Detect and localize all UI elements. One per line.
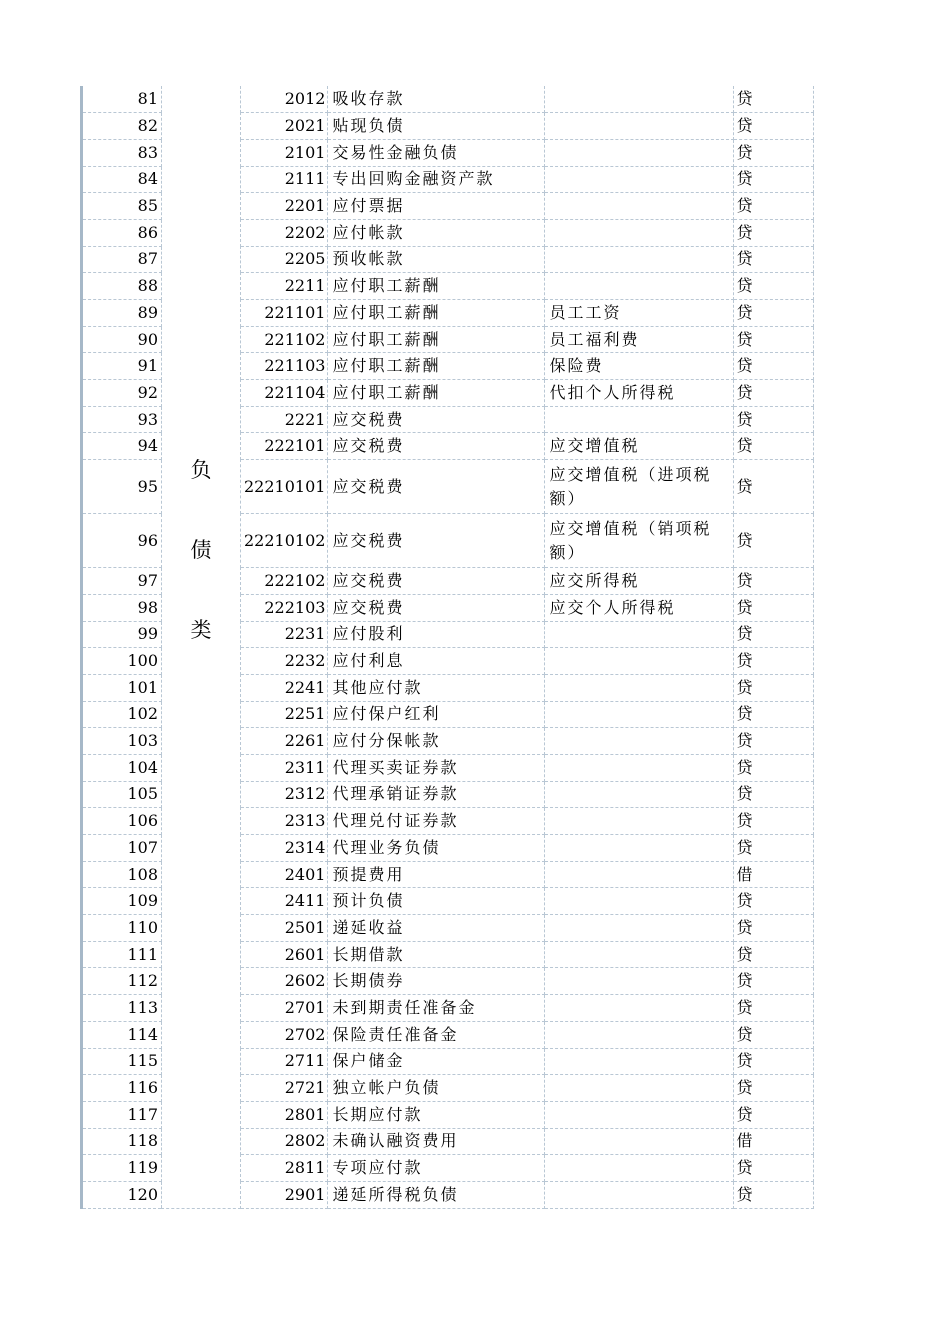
- category-cell: [162, 86, 241, 1208]
- row-index-cell: 99: [82, 621, 162, 648]
- row-index-cell: 110: [82, 915, 162, 942]
- sub-account-cell: [545, 1021, 734, 1048]
- row-index-cell: 83: [82, 139, 162, 166]
- sub-account-cell: [545, 781, 734, 808]
- sub-account-cell: [545, 166, 734, 193]
- table-row: [82, 86, 814, 113]
- category-char: 类: [190, 618, 212, 642]
- account-name-cell: 应付利息: [328, 648, 545, 675]
- account-name-cell: 递延收益: [328, 915, 545, 942]
- account-code-cell: 2241: [241, 674, 328, 701]
- row-index-cell: 112: [82, 968, 162, 995]
- account-code-cell: 2311: [241, 754, 328, 781]
- account-code-cell: 2314: [241, 835, 328, 862]
- account-code-cell: 2602: [241, 968, 328, 995]
- sub-account-cell: [545, 648, 734, 675]
- account-name-cell: 应付票据: [328, 193, 545, 220]
- row-index-cell: 90: [82, 326, 162, 353]
- account-code-cell: 221104: [241, 380, 328, 407]
- sub-account-cell: [545, 968, 734, 995]
- sub-account-cell: 代扣个人所得税: [545, 380, 734, 407]
- balance-direction-cell: 贷: [734, 460, 814, 514]
- row-index-cell: 117: [82, 1101, 162, 1128]
- account-code-cell: 2021: [241, 113, 328, 140]
- balance-direction-cell: 贷: [734, 701, 814, 728]
- sub-account-cell: [545, 1075, 734, 1102]
- account-name-cell: 递延所得税负债: [328, 1181, 545, 1208]
- account-name-cell: 独立帐户负债: [328, 1075, 545, 1102]
- account-name-cell: 应交税费: [328, 433, 545, 460]
- account-code-cell: 2601: [241, 941, 328, 968]
- balance-direction-cell: 贷: [734, 380, 814, 407]
- account-name-cell: 保户储金: [328, 1048, 545, 1075]
- balance-direction-cell: 贷: [734, 568, 814, 595]
- account-name-cell: 预计负债: [328, 888, 545, 915]
- balance-direction-cell: 贷: [734, 754, 814, 781]
- account-code-cell: 2411: [241, 888, 328, 915]
- account-name-cell: 贴现负债: [328, 113, 545, 140]
- account-name-cell: 应付保户红利: [328, 701, 545, 728]
- balance-direction-cell: 借: [734, 861, 814, 888]
- account-code-cell: 221103: [241, 353, 328, 380]
- balance-direction-cell: 贷: [734, 433, 814, 460]
- sub-account-cell: [545, 808, 734, 835]
- account-name-cell: 应付职工薪酬: [328, 300, 545, 327]
- account-name-cell: 应付分保帐款: [328, 728, 545, 755]
- sub-account-cell: [545, 1101, 734, 1128]
- account-code-cell: 2401: [241, 861, 328, 888]
- sub-account-cell: [545, 113, 734, 140]
- balance-direction-cell: 贷: [734, 113, 814, 140]
- sub-account-cell: [545, 219, 734, 246]
- balance-direction-cell: 贷: [734, 1155, 814, 1182]
- row-index-cell: 82: [82, 113, 162, 140]
- account-code-cell: 2251: [241, 701, 328, 728]
- table-body: [82, 86, 814, 1208]
- sub-account-cell: [545, 193, 734, 220]
- account-code-cell: 2801: [241, 1101, 328, 1128]
- sub-account-cell: 应交增值税（进项税额）: [545, 460, 734, 514]
- account-code-cell: 2111: [241, 166, 328, 193]
- balance-direction-cell: 贷: [734, 219, 814, 246]
- account-code-cell: 2702: [241, 1021, 328, 1048]
- account-code-cell: 2313: [241, 808, 328, 835]
- row-index-cell: 105: [82, 781, 162, 808]
- chart-of-accounts-table: [80, 86, 814, 1209]
- account-code-cell: 2231: [241, 621, 328, 648]
- account-name-cell: 应交税费: [328, 568, 545, 595]
- account-name-cell: 未确认融资费用: [328, 1128, 545, 1155]
- balance-direction-cell: 贷: [734, 728, 814, 755]
- row-index-cell: 98: [82, 594, 162, 621]
- row-index-cell: 104: [82, 754, 162, 781]
- account-name-cell: 其他应付款: [328, 674, 545, 701]
- account-sheet: [80, 86, 814, 1209]
- row-index-cell: 109: [82, 888, 162, 915]
- account-name-cell: 应付职工薪酬: [328, 353, 545, 380]
- balance-direction-cell: 贷: [734, 781, 814, 808]
- row-index-cell: 93: [82, 406, 162, 433]
- balance-direction-cell: 贷: [734, 995, 814, 1022]
- account-code-cell: 2232: [241, 648, 328, 675]
- account-code-cell: 2202: [241, 219, 328, 246]
- account-name-cell: 应交税费: [328, 514, 545, 568]
- row-index-cell: 81: [82, 86, 162, 113]
- account-code-cell: 22210102: [241, 514, 328, 568]
- balance-direction-cell: 贷: [734, 193, 814, 220]
- account-code-cell: 221102: [241, 326, 328, 353]
- row-index-cell: 114: [82, 1021, 162, 1048]
- row-index-cell: 96: [82, 514, 162, 568]
- row-index-cell: 100: [82, 648, 162, 675]
- balance-direction-cell: 贷: [734, 300, 814, 327]
- account-name-cell: 未到期责任准备金: [328, 995, 545, 1022]
- row-index-cell: 119: [82, 1155, 162, 1182]
- account-name-cell: 应付职工薪酬: [328, 326, 545, 353]
- balance-direction-cell: 贷: [734, 166, 814, 193]
- account-name-cell: 吸收存款: [328, 86, 545, 113]
- account-code-cell: 2811: [241, 1155, 328, 1182]
- account-name-cell: 交易性金融负债: [328, 139, 545, 166]
- account-name-cell: 长期债券: [328, 968, 545, 995]
- sub-account-cell: [545, 861, 734, 888]
- account-name-cell: 应交税费: [328, 460, 545, 514]
- sub-account-cell: [545, 139, 734, 166]
- balance-direction-cell: 贷: [734, 915, 814, 942]
- balance-direction-cell: 贷: [734, 1075, 814, 1102]
- row-index-cell: 108: [82, 861, 162, 888]
- account-name-cell: 专项应付款: [328, 1155, 545, 1182]
- account-name-cell: 应交税费: [328, 594, 545, 621]
- category-char: 债: [190, 538, 212, 562]
- account-code-cell: 2201: [241, 193, 328, 220]
- account-name-cell: 应付股利: [328, 621, 545, 648]
- account-code-cell: 2711: [241, 1048, 328, 1075]
- account-name-cell: 预提费用: [328, 861, 545, 888]
- row-index-cell: 97: [82, 568, 162, 595]
- account-name-cell: 应付职工薪酬: [328, 380, 545, 407]
- row-index-cell: 95: [82, 460, 162, 514]
- balance-direction-cell: 贷: [734, 86, 814, 113]
- sub-account-cell: 应交增值税（销项税额）: [545, 514, 734, 568]
- account-code-cell: 2501: [241, 915, 328, 942]
- row-index-cell: 111: [82, 941, 162, 968]
- account-name-cell: 代理买卖证券款: [328, 754, 545, 781]
- sub-account-cell: [545, 754, 734, 781]
- balance-direction-cell: 贷: [734, 648, 814, 675]
- account-code-cell: 222101: [241, 433, 328, 460]
- account-name-cell: 代理业务负债: [328, 835, 545, 862]
- account-name-cell: 长期应付款: [328, 1101, 545, 1128]
- balance-direction-cell: 贷: [734, 1101, 814, 1128]
- balance-direction-cell: 贷: [734, 594, 814, 621]
- account-code-cell: 221101: [241, 300, 328, 327]
- sub-account-cell: [545, 915, 734, 942]
- balance-direction-cell: 贷: [734, 246, 814, 273]
- row-index-cell: 102: [82, 701, 162, 728]
- balance-direction-cell: 贷: [734, 273, 814, 300]
- row-index-cell: 113: [82, 995, 162, 1022]
- row-index-cell: 94: [82, 433, 162, 460]
- sub-account-cell: [545, 835, 734, 862]
- row-index-cell: 103: [82, 728, 162, 755]
- account-code-cell: 222102: [241, 568, 328, 595]
- sub-account-cell: [545, 1155, 734, 1182]
- row-index-cell: 89: [82, 300, 162, 327]
- sub-account-cell: [545, 1181, 734, 1208]
- row-index-cell: 84: [82, 166, 162, 193]
- sub-account-cell: [545, 273, 734, 300]
- sub-account-cell: 员工工资: [545, 300, 734, 327]
- balance-direction-cell: 贷: [734, 888, 814, 915]
- account-name-cell: 代理承销证券款: [328, 781, 545, 808]
- balance-direction-cell: 贷: [734, 1181, 814, 1208]
- account-code-cell: 2205: [241, 246, 328, 273]
- balance-direction-cell: 贷: [734, 139, 814, 166]
- account-name-cell: 应付职工薪酬: [328, 273, 545, 300]
- category-char: 负: [190, 458, 212, 482]
- sub-account-cell: 保险费: [545, 353, 734, 380]
- sub-account-cell: [545, 995, 734, 1022]
- row-index-cell: 118: [82, 1128, 162, 1155]
- sub-account-cell: [545, 674, 734, 701]
- row-index-cell: 116: [82, 1075, 162, 1102]
- row-index-cell: 120: [82, 1181, 162, 1208]
- account-name-cell: 代理兑付证券款: [328, 808, 545, 835]
- balance-direction-cell: 贷: [734, 1021, 814, 1048]
- row-index-cell: 106: [82, 808, 162, 835]
- sub-account-cell: [545, 86, 734, 113]
- sub-account-cell: [545, 941, 734, 968]
- balance-direction-cell: 贷: [734, 968, 814, 995]
- account-code-cell: 22210101: [241, 460, 328, 514]
- account-code-cell: 2721: [241, 1075, 328, 1102]
- account-code-cell: 2221: [241, 406, 328, 433]
- row-index-cell: 115: [82, 1048, 162, 1075]
- row-index-cell: 85: [82, 193, 162, 220]
- sub-account-cell: 应交所得税: [545, 568, 734, 595]
- account-name-cell: 长期借款: [328, 941, 545, 968]
- account-code-cell: 2901: [241, 1181, 328, 1208]
- balance-direction-cell: 借: [734, 1128, 814, 1155]
- account-code-cell: 2012: [241, 86, 328, 113]
- account-code-cell: 2312: [241, 781, 328, 808]
- account-name-cell: 应付帐款: [328, 219, 545, 246]
- row-index-cell: 92: [82, 380, 162, 407]
- account-code-cell: 2802: [241, 1128, 328, 1155]
- account-name-cell: 预收帐款: [328, 246, 545, 273]
- account-name-cell: 专出回购金融资产款: [328, 166, 545, 193]
- account-code-cell: 2101: [241, 139, 328, 166]
- row-index-cell: 86: [82, 219, 162, 246]
- row-index-cell: 87: [82, 246, 162, 273]
- sub-account-cell: [545, 1128, 734, 1155]
- sub-account-cell: [545, 621, 734, 648]
- balance-direction-cell: 贷: [734, 835, 814, 862]
- sub-account-cell: [545, 728, 734, 755]
- balance-direction-cell: 贷: [734, 406, 814, 433]
- sub-account-cell: 应交增值税: [545, 433, 734, 460]
- account-code-cell: 222103: [241, 594, 328, 621]
- balance-direction-cell: 贷: [734, 1048, 814, 1075]
- balance-direction-cell: 贷: [734, 514, 814, 568]
- balance-direction-cell: 贷: [734, 674, 814, 701]
- row-index-cell: 88: [82, 273, 162, 300]
- balance-direction-cell: 贷: [734, 808, 814, 835]
- sub-account-cell: 员工福利费: [545, 326, 734, 353]
- account-code-cell: 2261: [241, 728, 328, 755]
- sub-account-cell: [545, 246, 734, 273]
- sub-account-cell: 应交个人所得税: [545, 594, 734, 621]
- account-name-cell: 保险责任准备金: [328, 1021, 545, 1048]
- account-code-cell: 2211: [241, 273, 328, 300]
- sub-account-cell: [545, 1048, 734, 1075]
- account-name-cell: 应交税费: [328, 406, 545, 433]
- account-code-cell: 2701: [241, 995, 328, 1022]
- balance-direction-cell: 贷: [734, 621, 814, 648]
- balance-direction-cell: 贷: [734, 941, 814, 968]
- row-index-cell: 91: [82, 353, 162, 380]
- row-index-cell: 101: [82, 674, 162, 701]
- row-index-cell: 107: [82, 835, 162, 862]
- sub-account-cell: [545, 701, 734, 728]
- balance-direction-cell: 贷: [734, 353, 814, 380]
- balance-direction-cell: 贷: [734, 326, 814, 353]
- sub-account-cell: [545, 888, 734, 915]
- sub-account-cell: [545, 406, 734, 433]
